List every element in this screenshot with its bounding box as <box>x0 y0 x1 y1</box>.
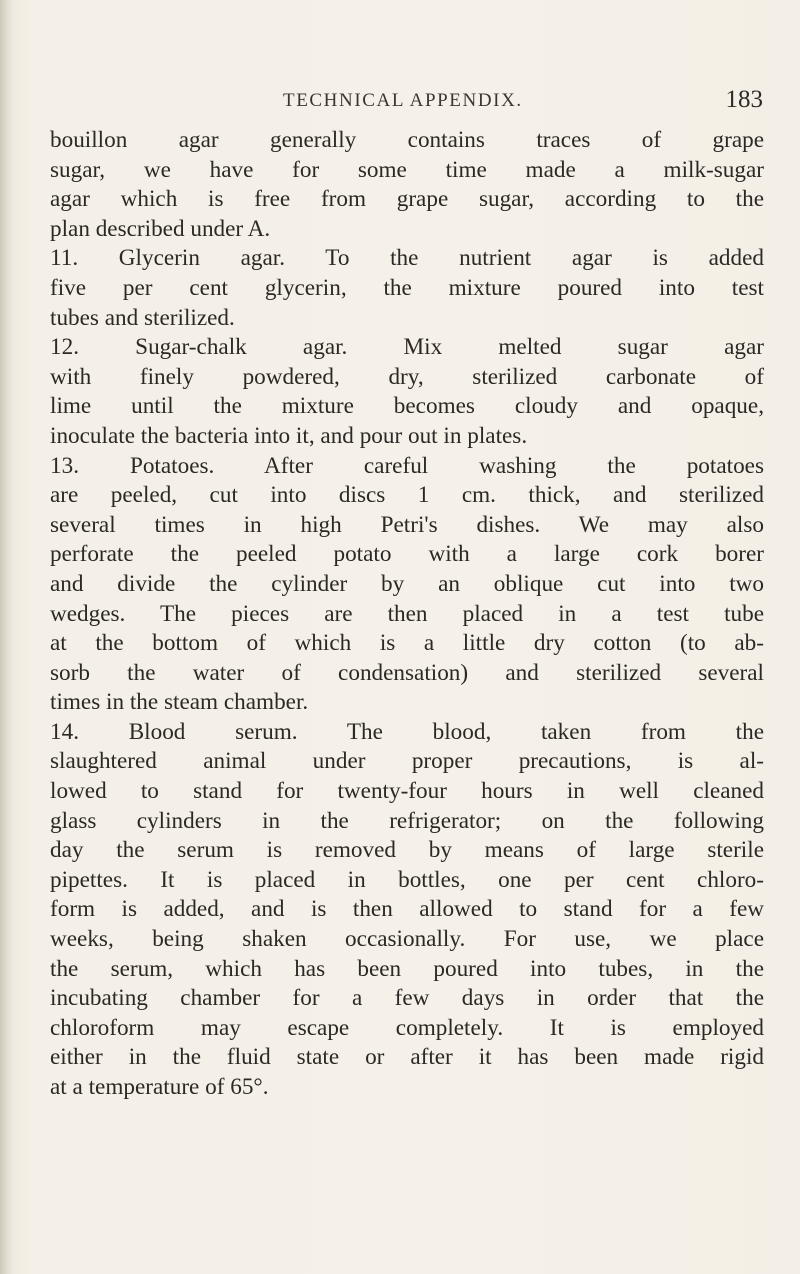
text-line: inoculate the bacteria into it, and pour out in plates. <box>50 422 528 449</box>
page-header <box>283 86 763 120</box>
text-line: wedges. The pieces are then placed in a test tube <box>50 600 764 627</box>
text-line: and divide the cylinder by an oblique cut into two <box>50 570 764 597</box>
text-line: plan described under A. <box>50 215 271 242</box>
text-line: weeks, being shaken occasionally. For use, we place <box>50 926 764 953</box>
text-line: several times in high Petri's dishes. We may also <box>50 511 764 538</box>
text-line: either in the fluid state or after it has been made rigid <box>50 1044 764 1071</box>
text-line: sorb the water of condensation) and sterilized several <box>50 659 764 686</box>
text-line: slaughtered animal under proper precautions, is al- <box>50 748 764 775</box>
text-line: sugar, we have for some time made a milk-sugar <box>50 156 764 183</box>
text-line: perforate the peeled potato with a large cork borer <box>50 541 764 568</box>
text-line: at a temperature of 65°. <box>50 1074 269 1100</box>
text-line: agar which is free from grape sugar, according to the <box>50 186 764 213</box>
text-line: 12. Sugar-chalk agar. Mix melted sugar agar <box>50 334 764 361</box>
body-text <box>50 126 764 1103</box>
text-line: at the bottom of which is a little dry cotton (to ab- <box>50 630 764 657</box>
page-number: 183 <box>725 86 763 113</box>
text-line: 14. Blood serum. The blood, taken from the <box>50 718 764 745</box>
text-line: incubating chamber for a few days in order that the <box>50 985 764 1012</box>
text-line: 13. Potatoes. After careful washing the potatoes <box>50 452 764 479</box>
text-line: the serum, which has been poured into tubes, in the <box>50 955 764 982</box>
text-line: bouillon agar generally contains traces of grape <box>50 127 764 153</box>
running-head: TECHNICAL APPENDIX. <box>283 90 523 111</box>
spine-shadow <box>0 0 14 1274</box>
text-line: glass cylinders in the refrigerator; on the following <box>50 807 764 834</box>
text-line: are peeled, cut into discs 1 cm. thick, and sterilized <box>50 482 764 509</box>
text-line: pipettes. It is placed in bottles, one per cent chloro- <box>50 866 764 893</box>
text-line: lime until the mixture becomes cloudy and opaque, <box>50 393 764 420</box>
text-line: lowed to stand for twenty-four hours in well cleaned <box>50 778 764 805</box>
text-line: tubes and sterilized. <box>50 304 235 331</box>
text-line: day the serum is removed by means of large sterile <box>50 837 764 864</box>
text-line: times in the steam chamber. <box>50 689 309 716</box>
text-line: chloroform may escape completely. It is employed <box>50 1014 764 1041</box>
text-line: five per cent glycerin, the mixture poured into test <box>50 274 764 301</box>
text-line: with finely powdered, dry, sterilized carbonate of <box>50 363 764 390</box>
text-line: 11. Glycerin agar. To the nutrient agar is added <box>50 245 764 272</box>
text-line: form is added, and is then allowed to stand for a few <box>50 896 764 923</box>
